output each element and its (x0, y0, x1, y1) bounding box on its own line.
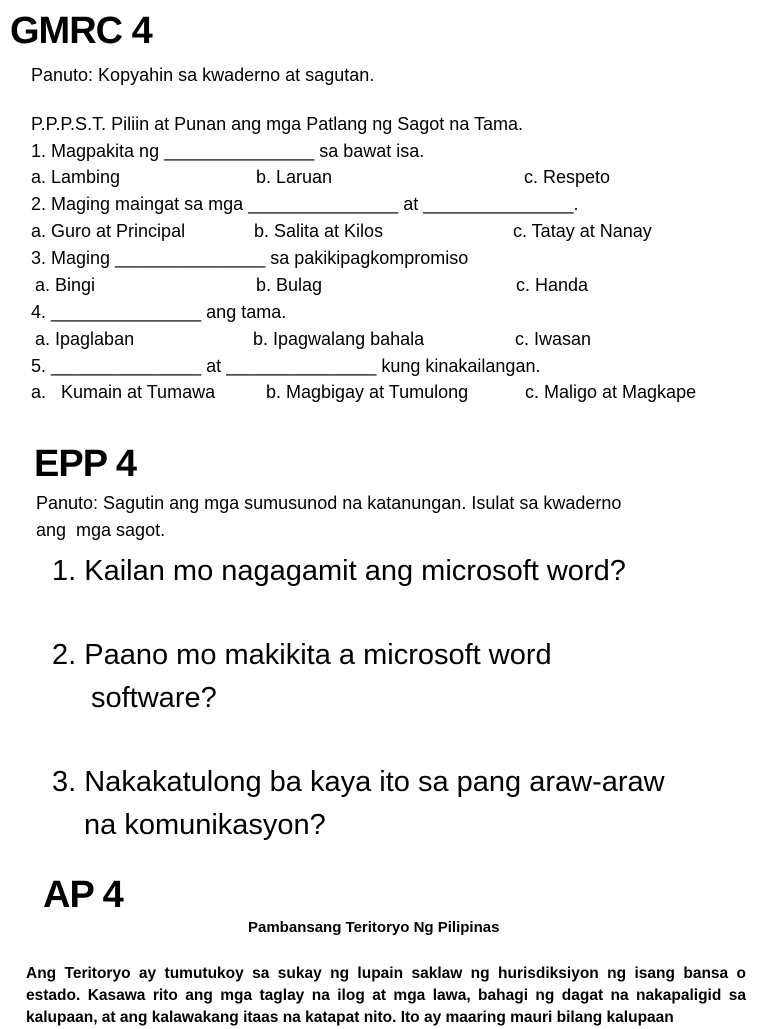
gmrc-question-5: 5. _______________ at _______________ kung kinakailangan. (31, 356, 541, 376)
gmrc-choice-3c: c. Handa (516, 275, 589, 295)
gmrc-choice-5a: a. Kumain at Tumawa (31, 382, 216, 402)
epp-question-3-line2: na komunikasyon? (84, 809, 326, 841)
ap-subtitle: Pambansang Teritoryo Ng Pilipinas (248, 919, 500, 936)
epp-question-1: 1. Kailan mo nagagamit ang microsoft word? (52, 555, 626, 587)
gmrc-question-1: 1. Magpakita ng _______________ sa bawat isa. (31, 141, 425, 161)
gmrc-choice-5b: b. Magbigay at Tumulong (266, 382, 469, 402)
gmrc-choice-5c: c. Maligo at Magkape (525, 382, 697, 402)
epp-question-3-line1: 3. Nakakatulong ba kaya ito sa pang araw-araw (52, 766, 665, 798)
epp-instruction-line2: ang mga sagot. (36, 520, 166, 540)
gmrc-choice-1b: b. Laruan (256, 167, 333, 187)
epp-question-2-line2: software? (91, 682, 217, 714)
gmrc-choice-1a: a. Lambing (31, 167, 121, 187)
epp-title: EPP 4 (34, 443, 137, 485)
gmrc-choice-2a: a. Guro at Principal (31, 221, 186, 241)
epp-instruction-line1: Panuto: Sagutin ang mga sumusunod na katanungan. Isulat sa kwaderno (36, 493, 622, 513)
gmrc-choice-2b: b. Salita at Kilos (254, 221, 384, 241)
gmrc-choice-4a: a. Ipaglaban (35, 329, 135, 349)
gmrc-question-4: 4. _______________ ang tama. (31, 302, 287, 322)
gmrc-choice-2c: c. Tatay at Nanay (513, 221, 652, 241)
ap-paragraph: Ang Teritoryo ay tumutukoy sa sukay ng lupain saklaw ng hurisdiksiyon ng isang bansa o estado. Kasawa rito ang mga taglay na ilog at mga lawa, bahagi ng dagat na nakapaligid sa kalupaan, at ang kalawakang itaas na katapat nito. Ito ay maaring mauri bilang kalupaan (26, 965, 746, 1026)
gmrc-instruction: Panuto: Kopyahin sa kwaderno at sagutan. (31, 65, 375, 85)
gmrc-choice-1c: c. Respeto (524, 167, 611, 187)
gmrc-choice-4c: c. Iwasan (515, 329, 592, 349)
gmrc-choice-3a: a. Bingi (35, 275, 96, 295)
gmrc-question-2: 2. Maging maingat sa mga _______________ at _______________. (31, 194, 579, 214)
epp-question-2-line1: 2. Paano mo makikita a microsoft word (52, 639, 552, 671)
gmrc-question-3: 3. Maging _______________ sa pakikipagkompromiso (31, 248, 469, 268)
gmrc-title: GMRC 4 (10, 10, 152, 52)
gmrc-choice-3b: b. Bulag (256, 275, 323, 295)
gmrc-section-title: P.P.P.S.T. Piliin at Punan ang mga Patlang ng Sagot na Tama. (31, 114, 524, 134)
gmrc-choice-4b: b. Ipagwalang bahala (253, 329, 425, 349)
ap-title: AP 4 (43, 874, 123, 916)
